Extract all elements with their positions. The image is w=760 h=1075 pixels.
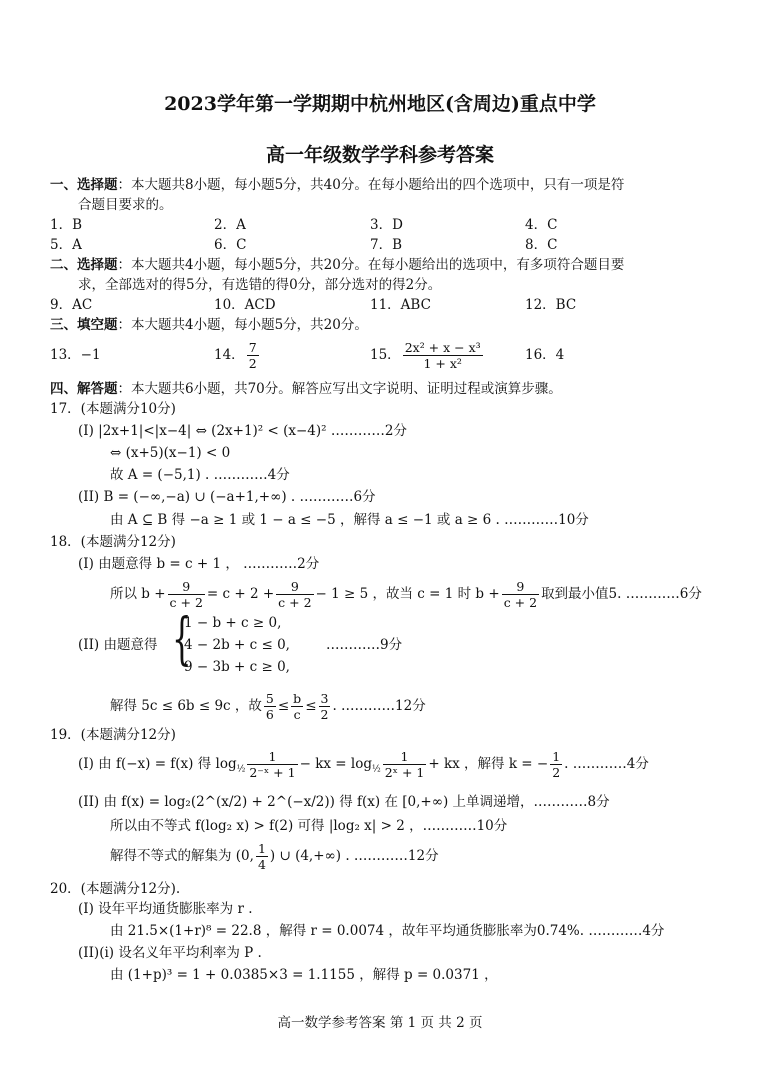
numerator: 2x² + x − x³: [404, 340, 481, 355]
numerator: 9: [276, 579, 313, 595]
numerator: 9: [168, 579, 205, 595]
denominator: 2: [552, 765, 561, 780]
text-fragment: . …………12分: [332, 698, 426, 714]
question-18-heading: 18．(本题满分12分): [50, 534, 176, 550]
section-4-heading: [50, 380, 562, 398]
text-fragment: . …………4分: [564, 756, 649, 772]
denominator: 2⁻ˣ + 1: [249, 765, 296, 780]
answer-item: 7．B: [370, 237, 403, 253]
answer-item-15: [370, 334, 485, 376]
section-1-label: 一、选择题: [50, 177, 118, 193]
fraction: [291, 691, 303, 722]
numerator: 1: [247, 749, 297, 765]
system-equation: 4 − 2b + c ≤ 0,: [184, 637, 290, 653]
fraction: [319, 691, 331, 722]
answer-item-14: [214, 334, 261, 376]
text-fragment: ) ∪ (4,+∞) . …………12分: [269, 848, 439, 864]
solution-line-fractions: [110, 686, 426, 726]
text-fragment: 解得不等式的解集为 (0,: [110, 848, 254, 864]
section-1-text: ：本大题共8小题，每小题5分，共40分。在每小题给出的四个选项中，只有一项是符: [117, 177, 625, 193]
answer-label: 15．: [370, 347, 401, 363]
denominator: 2ˣ + 1: [384, 765, 425, 780]
fraction: [256, 841, 268, 872]
score-mark: …………9分: [326, 637, 403, 653]
left-brace-icon: {: [172, 607, 192, 672]
answer-item: 4．C: [525, 217, 558, 233]
system-equation: 1 − b + c ≥ 0,: [184, 615, 282, 631]
numerator: 1: [552, 749, 561, 764]
section-4-text: ：本大题共6小题，共70分。解答应写出文字说明、证明过程或演算步骤。: [117, 381, 562, 397]
solution-line: 由 (1+p)³ = 1 + 0.0385×3 = 1.1155 ，解得 p = 0.0371 ，: [110, 967, 498, 983]
text-fragment: − kx = log: [299, 756, 372, 772]
answer-item: 8．C: [525, 237, 558, 253]
solution-line: (II) 由题意得: [78, 637, 158, 653]
solution-line-fractions: [110, 836, 439, 876]
question-19-heading: 19．(本题满分12分): [50, 727, 176, 743]
fraction: [247, 340, 259, 371]
denominator: c + 2: [169, 595, 203, 610]
solution-line-fractions: [110, 574, 702, 614]
solution-line: (II) B = (−∞,−a) ∪ (−a+1,+∞) . …………6分: [78, 489, 376, 505]
section-2-label: 二、选择题: [50, 257, 118, 273]
answer-item: 3．D: [370, 217, 403, 233]
fraction: [550, 749, 562, 780]
answer-item: 13．−1: [50, 347, 101, 363]
denominator: 4: [257, 857, 266, 872]
document-title: 2023学年第一学期期中杭州地区(含周边)重点中学: [164, 93, 596, 115]
numerator: 1: [383, 749, 427, 765]
answer-item: 9．AC: [50, 297, 93, 313]
text-fragment: 取到最小值5. …………6分: [541, 586, 702, 602]
denominator: 2: [320, 707, 329, 722]
document-subtitle: 高一年级数学学科参考答案: [265, 144, 494, 166]
solution-line: 所以由不等式 f(log₂ x) > f(2) 可得 |log₂ x| > 2 ，…………10分: [110, 818, 508, 834]
denominator: 1 + x²: [423, 356, 462, 371]
solution-line: ⇔ (x+5)(x−1) < 0: [110, 445, 231, 461]
denominator: 2: [248, 356, 257, 371]
solution-line: 由 21.5×(1+r)⁸ = 22.8 ，解得 r = 0.0074 ，故年平均通货膨胀率为0.74%. …………4分: [110, 923, 665, 939]
section-2-text: ：本大题共4小题，每小题5分，共20分。在每小题给出的选项中，有多项符合题目要: [117, 257, 625, 273]
question-17-heading: 17．(本题满分10分): [50, 401, 176, 417]
text-fragment: − 1 ≥ 5 ，故当 c = 1 时 b +: [315, 586, 500, 602]
text-fragment: + kx ，解得 k = −: [428, 756, 549, 772]
answer-item: 16．4: [525, 347, 565, 363]
denominator: c + 2: [278, 595, 312, 610]
denominator: c + 2: [503, 595, 538, 610]
log-base: ½: [371, 764, 381, 775]
solution-line: (I) |2x+1|<|x−4| ⇔ (2x+1)² < (x−4)² …………2分: [78, 423, 407, 439]
section-1-text-cont: 合题目要求的。: [78, 197, 173, 213]
answer-item: 12．BC: [525, 297, 577, 313]
answer-label: 14．: [214, 347, 245, 363]
answer-item: 5．A: [50, 237, 82, 253]
section-3-text: ：本大题共4小题，每小题5分，共20分。: [117, 317, 368, 333]
answer-item: 1．B: [50, 217, 83, 233]
answer-item: 6．C: [214, 237, 247, 253]
fraction: [168, 579, 205, 610]
fraction: [247, 749, 297, 780]
text-fragment: 解得 5c ≤ 6b ≤ 9c ，故: [110, 698, 262, 714]
solution-line: 由 A ⊆ B 得 −a ≥ 1 或 1 − a ≤ −5 ，解得 a ≤ −1 或 a ≥ 6 . …………10分: [110, 512, 589, 528]
answer-item: 11．ABC: [370, 297, 431, 313]
fraction: [264, 691, 276, 722]
numerator: 5: [265, 691, 274, 706]
solution-line-fractions: [78, 744, 649, 790]
solution-line: (I) 由题意得 b = c + 1 ， …………2分: [78, 556, 320, 572]
section-2-text-cont: 求，全部选对的得5分，有选错的得0分，部分选对的得2分。: [78, 277, 442, 293]
numerator: 7: [248, 340, 257, 355]
solution-line: (II) 由 f(x) = log₂(2^(x/2) + 2^(−x/2)) 得 f(x) 在 [0,+∞) 上单调递增，…………8分: [78, 794, 610, 810]
system-equation: 9 − 3b + c ≥ 0,: [184, 659, 290, 675]
section-1-heading: [50, 176, 624, 194]
text-fragment: (I) 由 f(−x) = f(x) 得 log: [78, 756, 237, 772]
numerator: 9: [502, 579, 539, 595]
log-base: ½: [236, 764, 246, 775]
text-fragment: = c + 2 +: [206, 586, 275, 602]
fraction: [403, 340, 483, 371]
answer-item: 10．ACD: [214, 297, 276, 313]
denominator: c: [293, 707, 301, 722]
page-footer: 高一数学参考答案 第 1 页 共 2 页: [277, 1015, 483, 1031]
denominator: 6: [265, 707, 274, 722]
question-20-heading: 20．(本题满分12分).: [50, 881, 181, 897]
numerator: 1: [257, 841, 266, 856]
section-4-label: 四、解答题: [50, 381, 118, 397]
solution-line: 故 A = (−5,1) . …………4分: [110, 467, 290, 483]
section-2-heading: [50, 256, 624, 274]
text-fragment: 所以 b +: [110, 586, 166, 602]
section-3-label: 三、填空题: [50, 317, 118, 333]
fraction: [383, 749, 427, 780]
text-fragment: ≤: [305, 698, 317, 714]
fraction: [502, 579, 539, 610]
text-fragment: ≤: [277, 698, 290, 714]
numerator: 3: [320, 691, 329, 706]
section-3-heading: [50, 316, 368, 334]
solution-line: (I) 设年平均通货膨胀率为 r .: [78, 901, 253, 917]
numerator: b: [293, 691, 302, 706]
answer-item: 2．A: [214, 217, 246, 233]
solution-line: (II)(i) 设名义年平均利率为 P .: [78, 945, 262, 961]
fraction: [276, 579, 313, 610]
